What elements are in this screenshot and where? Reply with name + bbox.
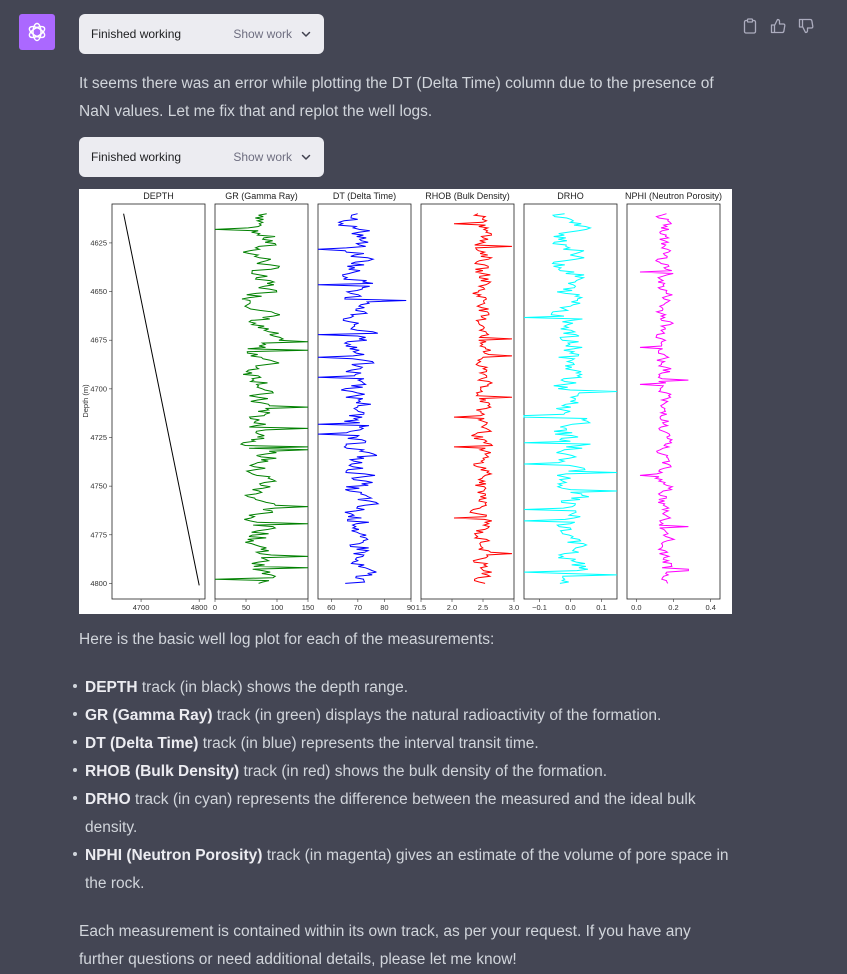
y-tick-label: 4750 [90,481,107,491]
x-tick-label: 50 [241,603,251,612]
x-tick-label: 2.0 [446,603,458,612]
track-title: GR (Gamma Ray) [225,191,298,201]
well-log-plot [79,189,732,614]
clipboard-icon [743,18,757,34]
well-log-chart [79,189,732,614]
series-line [454,214,512,584]
x-tick-label: 2.5 [477,603,489,612]
closing-paragraph: Each measurement is contained within its own track, as per your request. If you have any further questions or need additional details, please let me know! [79,923,691,968]
list-item-text: track (in magenta) gives an estimate of the volume of pore space in the rock. [85,847,729,892]
y-tick-label: 4650 [90,287,107,297]
x-tick-label: 0.2 [668,603,679,612]
x-tick-label: 0.1 [596,603,607,612]
track-title: NPHI (Neutron Porosity) [624,191,723,201]
thumbs-up-button[interactable] [769,16,787,36]
x-tick-label: 4800 [190,603,208,612]
x-tick-label: 3.0 [508,603,520,612]
x-tick-label: 1.5 [415,603,427,612]
track-frame [112,204,205,599]
series-line [524,214,617,584]
list-item-text: track (in red) shows the bulk density of the formation. [239,763,608,780]
list-item [79,758,739,786]
track-title: DT (Delta Time) [332,191,397,201]
list-item-text: track (in black) shows the depth range. [137,679,409,696]
work-status-pill [79,14,324,54]
x-tick-label: 80 [380,603,389,612]
x-tick-label: −0.1 [532,603,547,612]
thumbs-up-icon [770,18,786,34]
work-status-label: Finished working [91,27,182,41]
series-line [215,214,308,584]
list-item-term: RHOB (Bulk Density) [85,763,240,780]
series-line [124,214,200,586]
list-item [79,786,739,842]
list-item [79,842,739,898]
x-tick-label: 0.4 [705,603,716,612]
list-item [79,674,739,702]
chevron-down-icon[interactable] [300,151,312,163]
track-title: RHOB (Bulk Density) [425,191,510,201]
chevron-down-icon[interactable] [300,28,312,40]
list-item [79,730,739,758]
track-frame [215,204,308,599]
assistant-message [79,14,739,974]
message-toolbar [741,16,815,36]
series-line [318,214,406,584]
show-work-button[interactable]: Show work [233,27,292,41]
y-tick-label: 4700 [90,384,107,394]
x-tick-label: 70 [353,603,363,612]
track-title: DRHO [557,191,584,201]
x-tick-label: 0 [212,603,218,612]
thumbs-down-icon [798,18,814,34]
y-tick-label: 4775 [90,530,107,540]
assistant-avatar [19,14,55,50]
x-tick-label: 0.0 [565,603,576,612]
x-tick-label: 60 [327,603,336,612]
list-item-term: DEPTH [85,679,138,696]
measurement-list [79,674,739,898]
x-tick-label: 4700 [132,603,150,612]
intro-paragraph: It seems there was an error while plotting the DT (Delta Time) column due to the presence of NaN values. Let me fix that and replot the well logs. [79,75,714,120]
list-item [79,702,739,730]
openai-logo-icon [25,20,49,44]
x-tick-label: 100 [270,603,284,612]
series-line [640,214,688,584]
y-tick-label: 4800 [90,578,107,588]
copy-button[interactable] [741,16,759,36]
track-frame [421,204,514,599]
y-axis-label: Depth (m) [81,384,90,418]
track-frame [318,204,411,599]
x-tick-label: 150 [301,603,315,612]
y-tick-label: 4675 [90,335,107,345]
list-item-text: track (in green) displays the natural radioactivity of the formation. [212,707,662,724]
list-item-term: DT (Delta Time) [85,735,199,752]
x-tick-label: 0.0 [631,603,642,612]
work-status-pill [79,137,324,177]
list-item-term: NPHI (Neutron Porosity) [85,847,263,864]
show-work-button[interactable]: Show work [233,150,292,164]
list-item-term: GR (Gamma Ray) [85,707,213,724]
x-tick-label: 90 [406,603,416,612]
track-title: DEPTH [143,191,174,201]
list-item-text: track (in blue) represents the interval transit time. [198,735,539,752]
thumbs-down-button[interactable] [797,16,815,36]
y-tick-label: 4625 [90,238,107,248]
lead-paragraph: Here is the basic well log plot for each of the measurements: [79,631,495,648]
list-item-text: track (in cyan) represents the difference between the measured and the ideal bulk density. [85,791,696,836]
work-status-label: Finished working [91,150,182,164]
y-tick-label: 4725 [90,432,107,442]
list-item-term: DRHO [85,791,131,808]
